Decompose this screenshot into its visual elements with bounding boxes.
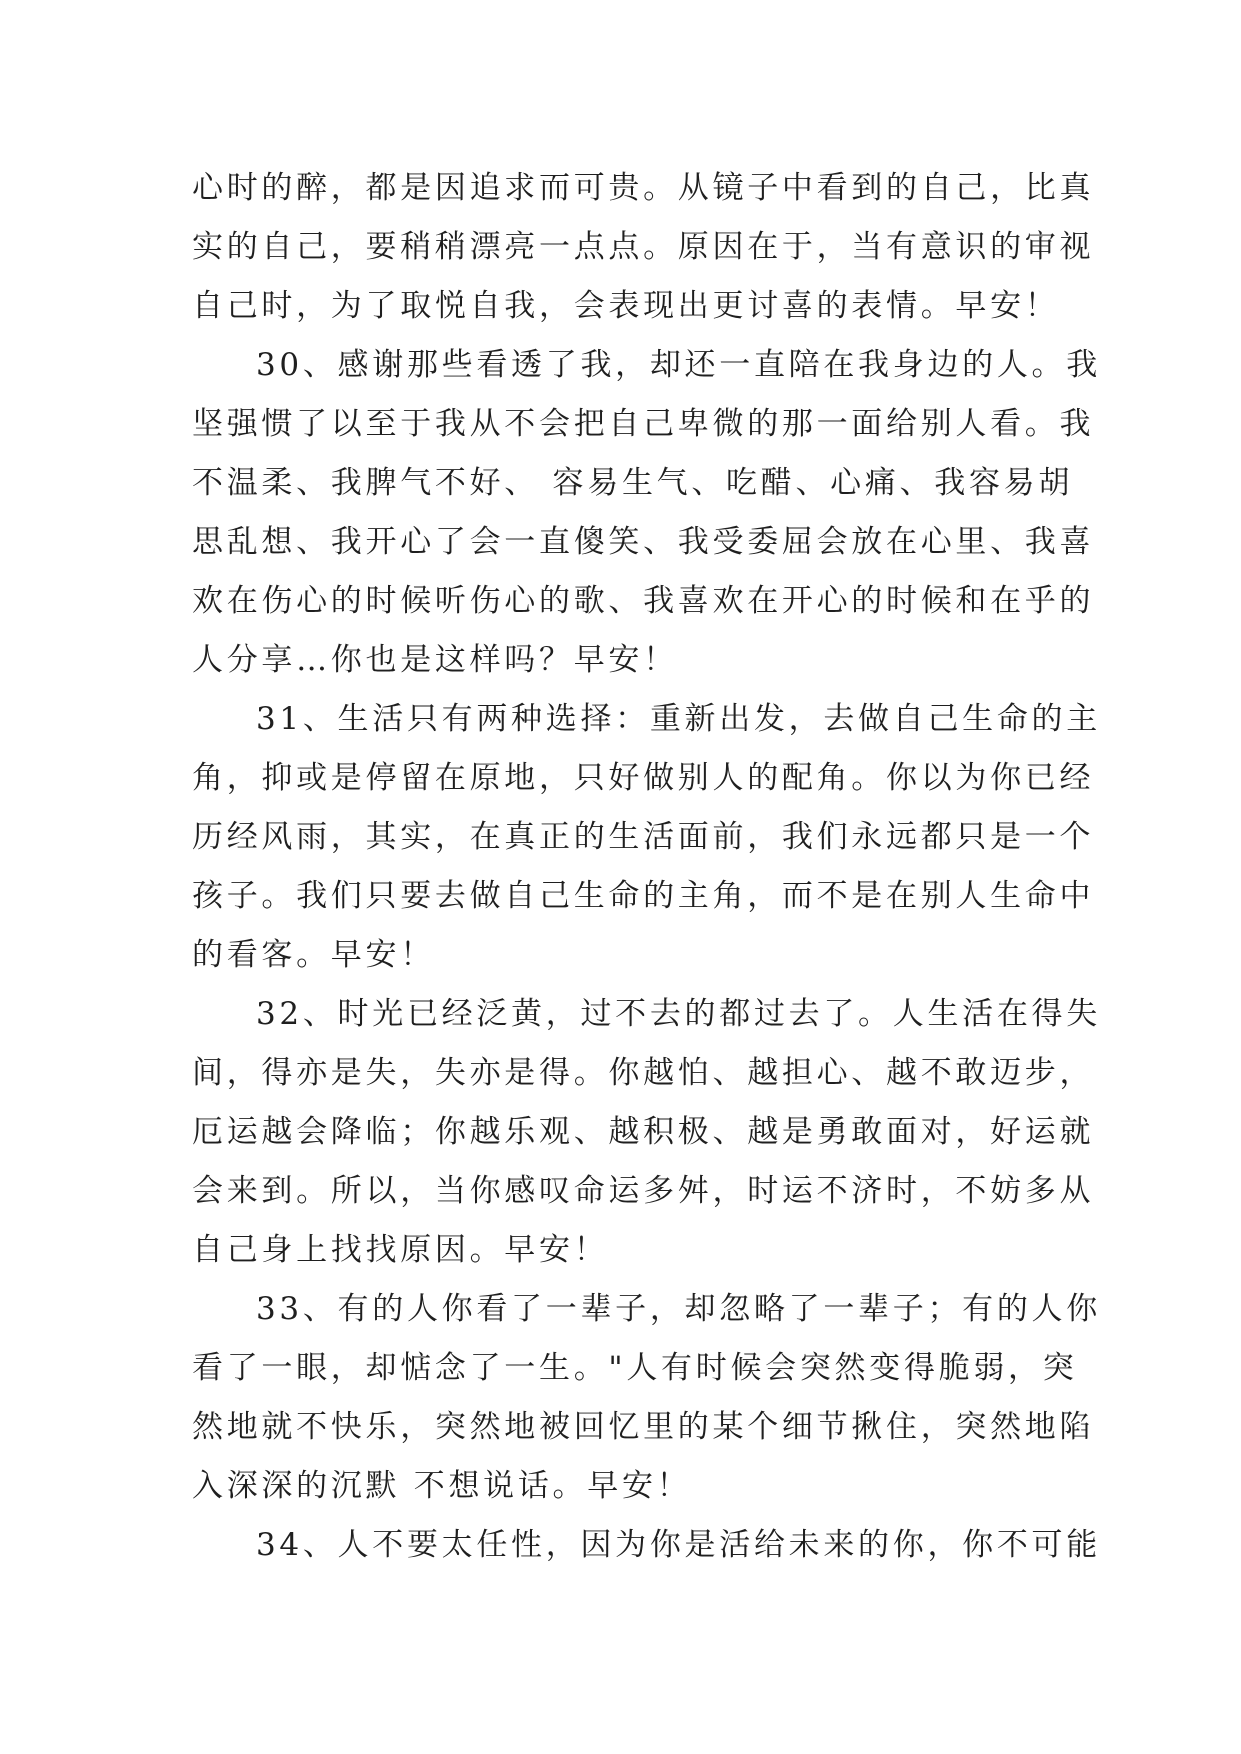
paragraph-31-first-line: 31、生活只有两种选择：重新出发，去做自己生命的主	[256, 701, 1101, 737]
paragraph-33-first-line: 33、有的人你看了一辈子，却忽略了一辈子；有的人你	[256, 1291, 1101, 1327]
text-line: 然地就不快乐，突然地被回忆里的某个细节揪住，突然地陷	[192, 1409, 1095, 1445]
text-line: 的看客。早安！	[192, 937, 435, 973]
text-line: 厄运越会降临；你越乐观、越积极、越是勇敢面对，好运就	[192, 1114, 1095, 1150]
text-line: 人分享…你也是这样吗？早安！	[192, 642, 678, 678]
paragraph-34-first-line: 34、人不要太任性，因为你是活给未来的你，你不可能	[256, 1527, 1101, 1563]
text-line: 心时的醉，都是因追求而可贵。从镜子中看到的自己，比真	[192, 170, 1095, 206]
text-line: 会来到。所以，当你感叹命运多舛，时运不济时，不妨多从	[192, 1173, 1095, 1209]
text-line: 自己时，为了取悦自我，会表现出更讨喜的表情。早安！	[192, 288, 1060, 324]
text-line: 实的自己，要稍稍漂亮一点点。原因在于，当有意识的审视	[192, 229, 1095, 265]
text-line: 不温柔、我脾气不好、 容易生气、吃醋、心痛、我容易胡	[192, 465, 1074, 501]
text-line: 看了一眼，却惦念了一生。"人有时候会突然变得脆弱，突	[192, 1350, 1078, 1386]
paragraph-32-first-line: 32、时光已经泛黄，过不去的都过去了。人生活在得失	[256, 996, 1101, 1032]
text-line: 入深深的沉默 不想说话。早安！	[192, 1468, 692, 1504]
paragraph-30-first-line: 30、感谢那些看透了我，却还一直陪在我身边的人。我	[256, 347, 1101, 383]
text-line: 历经风雨，其实，在真正的生活面前，我们永远都只是一个	[192, 819, 1095, 855]
text-line: 自己身上找找原因。早安！	[192, 1232, 609, 1268]
text-line: 孩子。我们只要去做自己生命的主角，而不是在别人生命中	[192, 878, 1095, 914]
text-line: 坚强惯了以至于我从不会把自己卑微的那一面给别人看。我	[192, 406, 1095, 442]
text-line: 欢在伤心的时候听伤心的歌、我喜欢在开心的时候和在乎的	[192, 583, 1095, 619]
text-line: 间，得亦是失，失亦是得。你越怕、越担心、越不敢迈步，	[192, 1055, 1095, 1091]
text-line: 思乱想、我开心了会一直傻笑、我受委屈会放在心里、我喜	[192, 524, 1095, 560]
text-line: 角，抑或是停留在原地，只好做别人的配角。你以为你已经	[192, 760, 1095, 796]
